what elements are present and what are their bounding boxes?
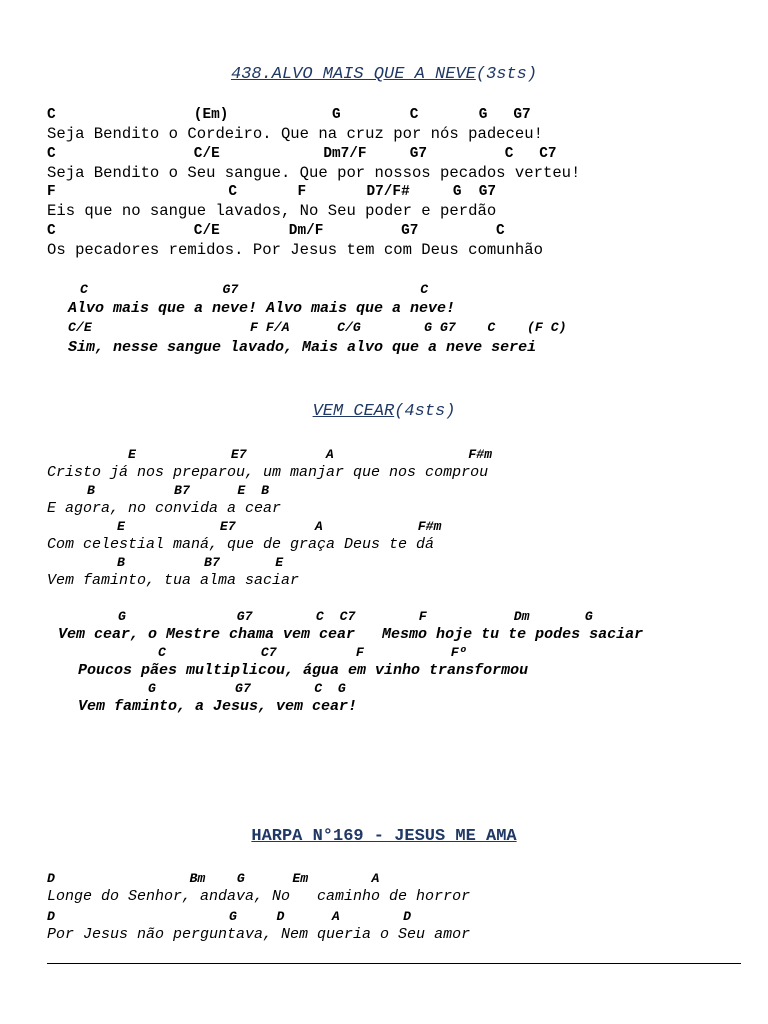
chord-line: C C/E Dm7/F G7 C C7 xyxy=(47,146,557,162)
lyric-line: Com celestial maná, que de graça Deus te dá xyxy=(47,536,435,553)
lyric-line: E agora, no convida a cear xyxy=(47,500,282,517)
chorus-lyric-line: Vem cear, o Mestre chama vem cear Mesmo hoje tu te podes saciar xyxy=(58,626,644,643)
footer-divider xyxy=(47,963,741,964)
chord-line: F C F D7/F# G G7 xyxy=(47,184,497,200)
chord-line: D Bm G Em A xyxy=(47,871,380,886)
lyric-line: Vem faminto, tua alma saciar xyxy=(47,572,300,589)
lyric-line: Por Jesus não perguntava, Nem queria o Seu amor xyxy=(47,926,471,943)
lyric-line: Os pecadores remidos. Por Jesus tem com Deus comunhão xyxy=(47,241,543,259)
song-title-jesus-me-ama: HARPA N°169 - JESUS ME AMA xyxy=(251,827,517,846)
lyric-line: Cristo já nos preparou, um manjar que nos comprou xyxy=(47,464,489,481)
song-title-main: 438.ALVO MAIS QUE A NEVE xyxy=(230,65,476,84)
lyric-line: Longe do Senhor, andava, No caminho de horror xyxy=(47,888,471,905)
chorus-chord-line: C/E F F/A C/G G G7 C (F C) xyxy=(68,320,567,335)
chord-line: B B7 E xyxy=(117,555,284,570)
song-title-suffix: (3sts) xyxy=(475,65,538,84)
chorus-lyric-line: Sim, nesse sangue lavado, Mais alvo que a neve serei xyxy=(68,339,537,356)
song-title-alvo-mais-que-a-neve xyxy=(0,64,768,86)
chorus-lyric-line: Vem faminto, a Jesus, vem cear! xyxy=(78,698,358,715)
chorus-chord-line: C C7 F Fº xyxy=(158,645,467,660)
song-title-vem-cear xyxy=(0,401,768,423)
chord-line: B B7 E B xyxy=(87,483,270,498)
chord-line: C (Em) G C G G7 xyxy=(47,107,531,123)
lyric-line: Eis que no sangue lavados, No Seu poder e perdão xyxy=(47,202,497,220)
lyric-line: Seja Bendito o Seu sangue. Que por nossos pecados verteu! xyxy=(47,164,581,182)
chorus-lyric-line: Alvo mais que a neve! Alvo mais que a neve! xyxy=(68,300,456,317)
chord-line: E E7 A F#m xyxy=(128,447,493,462)
chord-line: D G D A D xyxy=(47,909,412,924)
chord-line: E E7 A F#m xyxy=(117,519,442,534)
chorus-chord-line: G G7 C C7 F Dm G xyxy=(118,609,593,624)
chorus-lyric-line: Poucos pães multiplicou, água em vinho transformou xyxy=(78,662,529,679)
lyric-line: Seja Bendito o Cordeiro. Que na cruz por nós padeceu! xyxy=(47,125,543,143)
song-title-main: VEM CEAR xyxy=(312,402,395,421)
song-title-suffix: (4sts) xyxy=(394,402,456,421)
chorus-chord-line: C G7 C xyxy=(80,282,429,297)
chord-line: C C/E Dm/F G7 C xyxy=(47,223,505,239)
chorus-chord-line: G G7 C G xyxy=(148,681,346,696)
